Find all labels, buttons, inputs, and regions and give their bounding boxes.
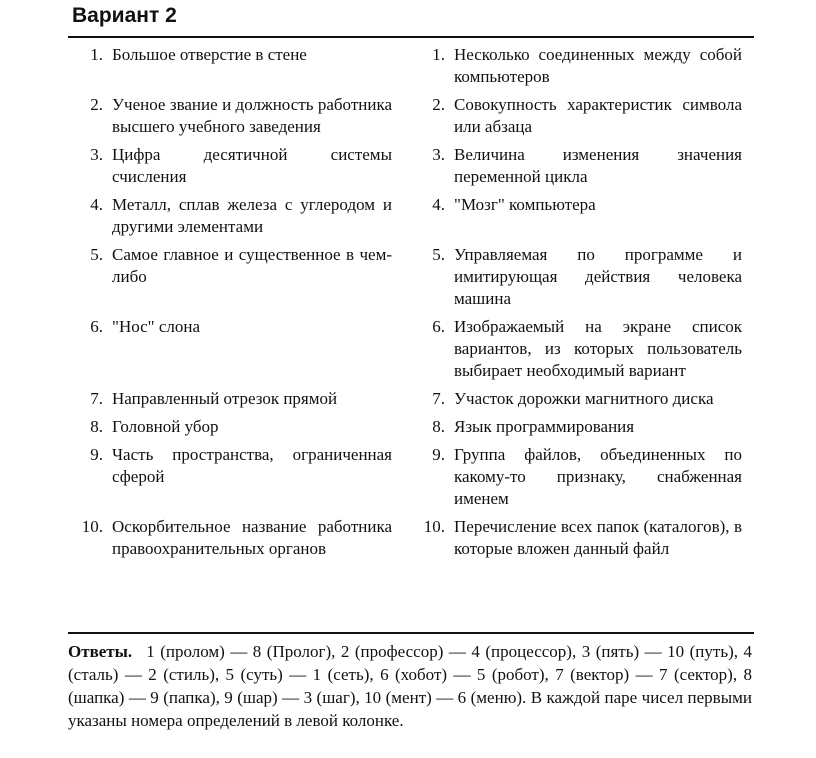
right-text: Язык программирования [454, 417, 635, 436]
right-text: Управляемая по программе и имитирующая действия человека машина [454, 245, 742, 308]
left-text: Большое отверстие в стене [112, 45, 307, 64]
left-number: 5. [90, 245, 103, 264]
left-definition [68, 44, 392, 66]
left-text: Ученое звание и должность работника высшего учебного заведения [112, 95, 392, 136]
table-row [68, 388, 754, 410]
right-definition [410, 444, 742, 510]
page-title: Вариант 2 [72, 4, 177, 27]
answers-block [68, 640, 752, 732]
table-row [68, 316, 754, 382]
left-number: 2. [90, 95, 103, 114]
left-definition [68, 516, 392, 560]
right-definition [410, 244, 742, 310]
answers-label: Ответы. [68, 642, 133, 661]
bottom-divider [68, 632, 754, 634]
table-row [68, 516, 754, 560]
right-text: "Мозг" компьютера [454, 195, 596, 214]
right-number: 2. [432, 95, 445, 114]
right-definition [410, 94, 742, 138]
left-text: Оскорбительное название работника правоохранительных органов [112, 517, 392, 558]
left-text: "Нос" слона [112, 317, 201, 336]
left-definition [68, 388, 392, 410]
right-text: Перечисление всех папок (каталогов), в которые вложен данный файл [454, 517, 742, 558]
left-number: 9. [90, 445, 103, 464]
right-text: Совокупность характеристик символа или абзаца [454, 95, 742, 136]
right-number: 1. [432, 45, 445, 64]
right-text: Несколько соединенных между собой компьютеров [454, 45, 742, 86]
right-number: 10. [423, 517, 445, 536]
table-row [68, 244, 754, 310]
left-text: Головной убор [112, 417, 219, 436]
left-number: 10. [81, 517, 103, 536]
left-number: 3. [90, 145, 103, 164]
left-number: 4. [90, 195, 103, 214]
right-text: Участок дорожки магнитного диска [454, 389, 714, 408]
left-number: 6. [90, 317, 103, 336]
table-row [68, 94, 754, 138]
left-definition [68, 316, 392, 338]
table-row [68, 416, 754, 438]
right-number: 8. [432, 417, 445, 436]
left-number: 8. [90, 417, 103, 436]
left-definition [68, 194, 392, 238]
right-text: Величина изменения значения переменной цикла [454, 145, 742, 186]
top-divider [68, 36, 754, 38]
left-definition [68, 144, 392, 188]
left-definition [68, 416, 392, 438]
left-text: Самое главное и существенное в чем-либо [112, 245, 392, 286]
table-row [68, 444, 754, 510]
table-row [68, 194, 754, 238]
left-definition [68, 444, 392, 488]
right-definition [410, 416, 742, 438]
right-definition [410, 194, 742, 216]
right-number: 7. [432, 389, 445, 408]
left-number: 1. [90, 45, 103, 64]
definitions-table [68, 44, 754, 566]
left-definition [68, 244, 392, 288]
left-text: Металл, сплав железа с углеродом и другими элементами [112, 195, 392, 236]
left-text: Цифра десятичной системы счисления [112, 145, 392, 186]
answers-text: 1 (пролом) — 8 (Пролог), 2 (профессор) — 4 (процессор), 3 (пять) — 10 (путь), 4 (сталь) — 2 (стиль), 5 (суть) — 1 (сеть), 6 (хобот) — 5 (робот), 7 (вектор) — 7 (сектор), 8 (шапка) — 9 (папка), 9 (шар) — 3 (шаг), 10 (мент) — 6 (меню). В каждой паре чисел первыми указаны номера определений в левой колонке. [68, 642, 752, 730]
right-number: 3. [432, 145, 445, 164]
right-text: Изображаемый на экране список вариантов, из которых пользователь выбирает необходимый вариант [454, 317, 742, 380]
right-text: Группа файлов, объединенных по какому-то признаку, снабженная именем [454, 445, 742, 508]
table-row [68, 44, 754, 88]
left-text: Часть пространства, ограниченная сферой [112, 445, 392, 486]
right-definition [410, 516, 742, 560]
right-number: 9. [432, 445, 445, 464]
right-number: 6. [432, 317, 445, 336]
right-definition [410, 316, 742, 382]
right-number: 5. [432, 245, 445, 264]
left-number: 7. [90, 389, 103, 408]
left-definition [68, 94, 392, 138]
right-definition [410, 44, 742, 88]
table-row [68, 144, 754, 188]
right-number: 4. [432, 195, 445, 214]
right-definition [410, 144, 742, 188]
left-text: Направленный отрезок прямой [112, 389, 338, 408]
right-definition [410, 388, 742, 410]
